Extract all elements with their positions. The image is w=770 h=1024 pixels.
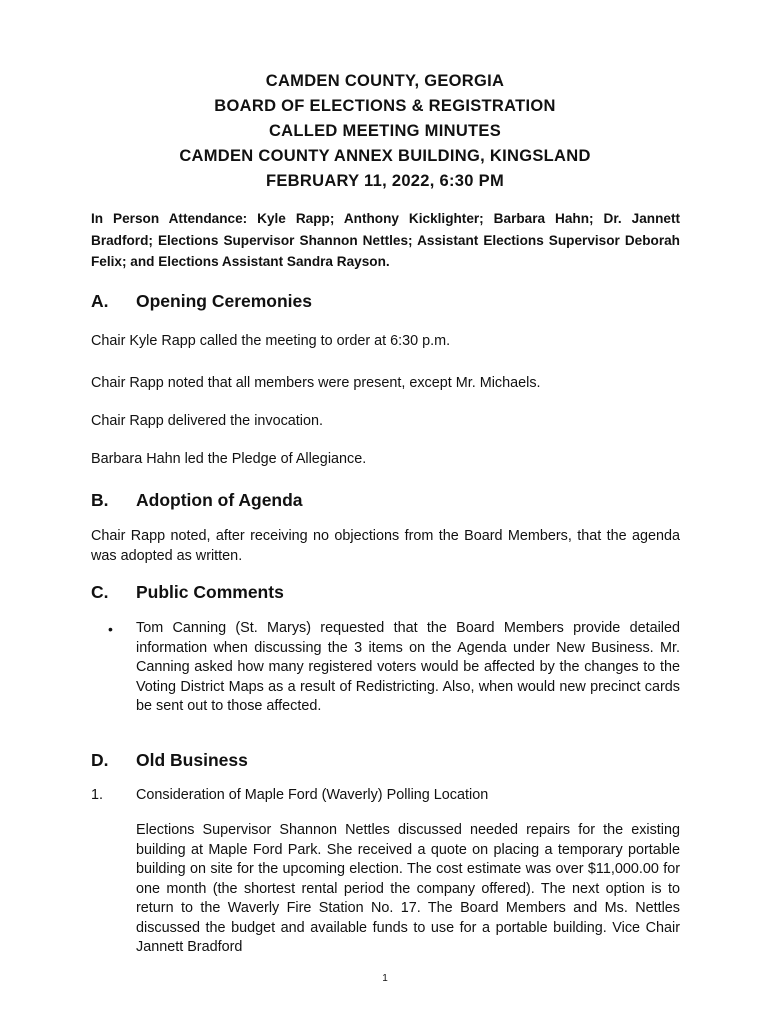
section-a-paragraph-2: Chair Rapp noted that all members were present, except Mr. Michaels. (91, 375, 541, 391)
section-b-paragraph-1: Chair Rapp noted, after receiving no objections from the Board Members, that the agenda was adopted as written. (91, 528, 680, 564)
section-a-paragraph-3: Chair Rapp delivered the invocation. (91, 413, 323, 429)
page-number: 1 (382, 973, 388, 984)
section-c-title: Public Comments (136, 582, 284, 602)
section-d-heading (91, 750, 248, 771)
section-d-letter: D. (91, 750, 109, 770)
section-b-letter: B. (91, 490, 109, 510)
bullet-icon: • (108, 621, 113, 637)
section-b-title: Adoption of Agenda (136, 490, 303, 510)
section-a-paragraph-4: Barbara Hahn led the Pledge of Allegiance. (91, 451, 367, 467)
section-c-heading (91, 582, 284, 603)
attendance-paragraph: In Person Attendance: Kyle Rapp; Anthony Kicklighter; Barbara Hahn; Dr. Jannett Bradford; Elections Supervisor Shannon Nettles; Assistant Elections Supervisor Deborah Felix; and Elections Assistant Sandra Rayson. (91, 211, 680, 269)
item-number: 1. (91, 787, 104, 803)
section-a-letter: A. (91, 291, 109, 311)
section-d-title: Old Business (136, 750, 248, 770)
title-county: CAMDEN COUNTY, GEORGIA (265, 72, 505, 90)
title-date: FEBRUARY 11, 2022, 6:30 PM (266, 172, 504, 190)
document-title-block (0, 69, 770, 194)
item-title: Consideration of Maple Ford (Waverly) Polling Location (136, 787, 489, 803)
section-b-heading (91, 490, 303, 511)
title-location: CAMDEN COUNTY ANNEX BUILDING, KINGSLAND (179, 147, 591, 165)
title-board: BOARD OF ELECTIONS & REGISTRATION (214, 97, 556, 115)
public-comment-bullet (108, 619, 680, 717)
old-business-item-1-text: Elections Supervisor Shannon Nettles discussed needed repairs for the existing building at Maple Ford Park. She received a quote on placing a temporary portable building on site for the upcoming election. The cost estimate was over $11,000.00 for one month (the shortest rental period the company offered). The next option is to return to the Waverly Fire Station No. 17. The Board Members and Ms. Nettles discussed the budget and available funds to use for a portable building. Vice Chair Jannett Bradford (136, 822, 680, 955)
public-comment-text: Tom Canning (St. Marys) requested that the Board Members provide detailed information when discussing the 3 items on the Agenda under New Business. Mr. Canning asked how many registered voters would be affected by the changes to the Voting District Maps as a result of Redistricting. Also, when would new precinct cards be sent out to those affected. (136, 620, 680, 714)
section-a-heading (91, 291, 312, 312)
section-a-title: Opening Ceremonies (136, 291, 313, 311)
section-a-paragraph-1: Chair Kyle Rapp called the meeting to order at 6:30 p.m. (91, 333, 451, 349)
section-c-letter: C. (91, 582, 109, 602)
title-meeting-type: CALLED MEETING MINUTES (268, 122, 502, 140)
old-business-item-1 (91, 787, 488, 803)
